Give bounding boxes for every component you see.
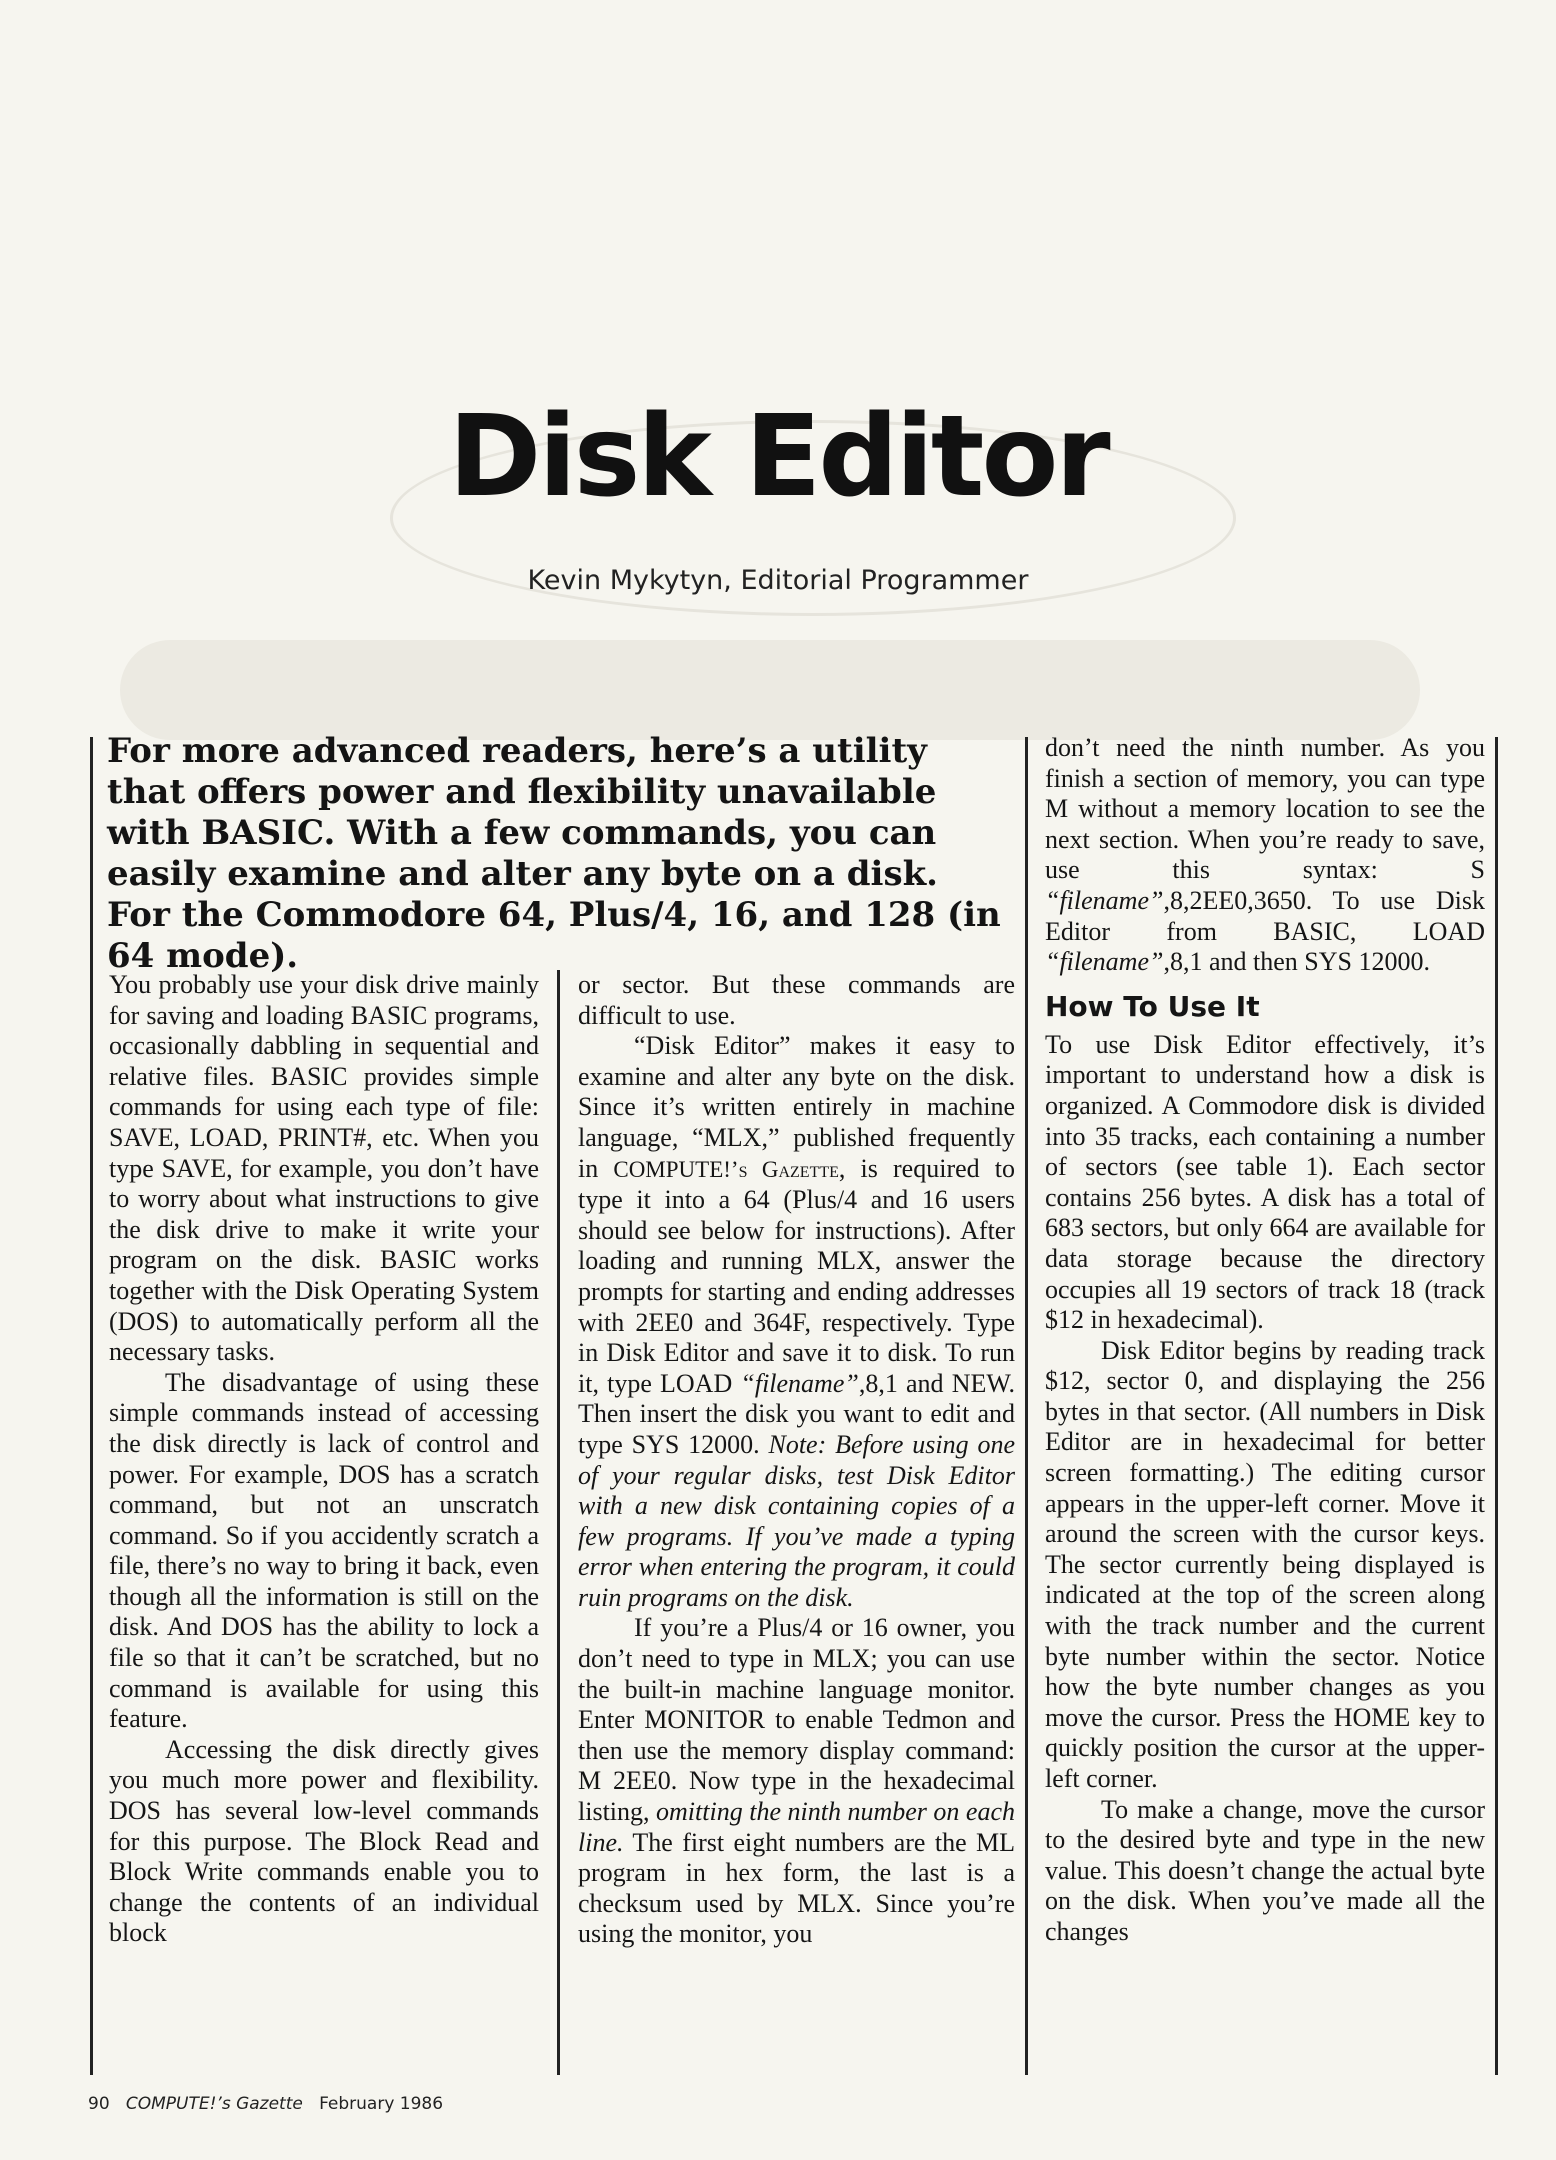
section-heading: How To Use It — [1045, 989, 1260, 1023]
text-run: , is required to type it into a 64 (Plus/4 and 16 users should see below for instructions). After loading and running MLX, answer the prompts for starting and ending addresses with 2EE0 and 364F, respectively. Type in Disk Editor and save it to disk. To run it, type LOAD — [578, 1153, 1015, 1398]
column-rule-2 — [1025, 737, 1028, 2075]
body-column-3 — [1045, 733, 1485, 1948]
column-rule-1 — [557, 970, 560, 2075]
publication-name: COMPUTE!’s Gazette — [613, 1156, 839, 1182]
paragraph: or sector. But these commands are difficult to use. — [578, 970, 1015, 1030]
paragraph — [1045, 733, 1485, 978]
emphasis: omitting the ninth number on each line. — [578, 1797, 1015, 1857]
text-run: “Disk Editor” makes it easy to examine and alter any byte on the disk. Since it’s written entirely in machine language, “MLX,” published frequently in — [578, 1031, 1015, 1183]
show-through-band — [120, 640, 1420, 740]
paragraph: To make a change, move the cursor to the desired byte and type in the new value. This doesn’t change the actual byte on the disk. When you’ve made all the changes — [1045, 1794, 1485, 1946]
paragraph — [578, 1613, 1015, 1950]
paragraph — [578, 1031, 1015, 1613]
paragraph: The disadvantage of using these simple commands instead of accessing the disk directly is lack of control and power. For example, DOS has a scratch command, but not an unscratch command. So if you accidently scratch a file, there’s no way to bring it back, even though all the information is still on the disk. And DOS has the ability to lock a file so that it can’t be scratched, but no command is available for using this feature. — [109, 1367, 539, 1734]
page-footer — [88, 2094, 443, 2114]
filename-placeholder: “filename” — [740, 1368, 859, 1398]
column-rule-3 — [1495, 737, 1498, 2075]
paragraph: To use Disk Editor effectively, it’s important to understand how a disk is organized. A Commodore disk is divided into 35 tracks, each containing a number of sectors (see table 1). Each sector contains 256 bytes. A disk has a total of 683 sectors, but only 664 are available for data storage because the directory occupies all 19 sectors of track 18 (track $12 in hexadecimal). — [1045, 1029, 1485, 1335]
text-run: ,8,1 and NEW. Then insert the disk you want to edit and type SYS 12000. — [578, 1368, 1016, 1459]
article-deck: For more advanced readers, here’s a utility that offers power and flexibility unavailable with BASIC. With a few commands, you can easily examine and alter any byte on a disk. For the Commodore 64, Plus/4, 16, and 128 (in 64 mode). — [107, 731, 1001, 976]
text-run: ,8,2EE0,3650. To use Disk Editor from BASIC, LOAD — [1045, 885, 1485, 946]
text-run: If you’re a Plus/4 or 16 owner, you don’t need to type in MLX; you can use the built-in machine language monitor. Enter MONITOR to enable Tedmon and then use the memory display command: M 2EE0. Now type in the hexadecimal listing, — [578, 1613, 1015, 1827]
text-run: The first eight numbers are the ML program in hex form, the last is a checksum used by MLX. Since you’re using the monitor, you — [578, 1827, 1015, 1949]
editor-note: Note: Before using one of your regular disks, test Disk Editor with a new disk containing copies of a few programs. If you’ve made a typing error when entering the program, it could ruin programs on the disk. — [578, 1429, 1015, 1612]
paragraph: Disk Editor begins by reading track $12, sector 0, and displaying the 256 bytes in that sector. (All numbers in Disk Editor are in hexadecimal for better screen formatting.) The editing cursor appears in the upper-left corner. Move it around the screen with the cursor keys. The sector currently being displayed is indicated at the top of the screen along with the track number and the current byte number within the sector. Notice how the byte number changes as you move the cursor. Press the HOME key to quickly position the cursor at the upper-left corner. — [1045, 1335, 1485, 1793]
footer-publication: COMPUTE!’s Gazette — [125, 2094, 303, 2114]
footer-date: February 1986 — [319, 2094, 444, 2114]
deck-left-rule — [90, 737, 93, 2075]
text-run: ,8,1 and then SYS 12000. — [1163, 947, 1430, 977]
text-run: don’t need the ninth number. As you finish a section of memory, you can type M without a memory location to see the next section. When you’re ready to save, use this syntax: S — [1045, 733, 1485, 885]
article-title: Disk Editor — [448, 392, 1108, 522]
article-byline: Kevin Mykytyn, Editorial Programmer — [527, 565, 1029, 596]
filename-placeholder: “filename” — [1045, 947, 1164, 977]
paragraph: You probably use your disk drive mainly for saving and loading BASIC programs, occasionally dabbling in sequential and relative files. BASIC provides simple commands for using each type of file: SAVE, LOAD, PRINT#, etc. When you type SAVE, for example, you don’t have to worry about what instructions to give the disk drive to make it write your program on the disk. BASIC works together with the Disk Operating System (DOS) to automatically perform all the necessary tasks. — [109, 970, 539, 1367]
filename-placeholder: “filename” — [1045, 885, 1164, 915]
page-number: 90 — [88, 2094, 110, 2114]
body-column-1 — [109, 970, 539, 1949]
body-column-2 — [578, 970, 1015, 1950]
paragraph: Accessing the disk directly gives you much more power and flexibility. DOS has several low-level commands for this purpose. The Block Read and Block Write commands enable you to change the contents of an individual block — [109, 1734, 539, 1948]
